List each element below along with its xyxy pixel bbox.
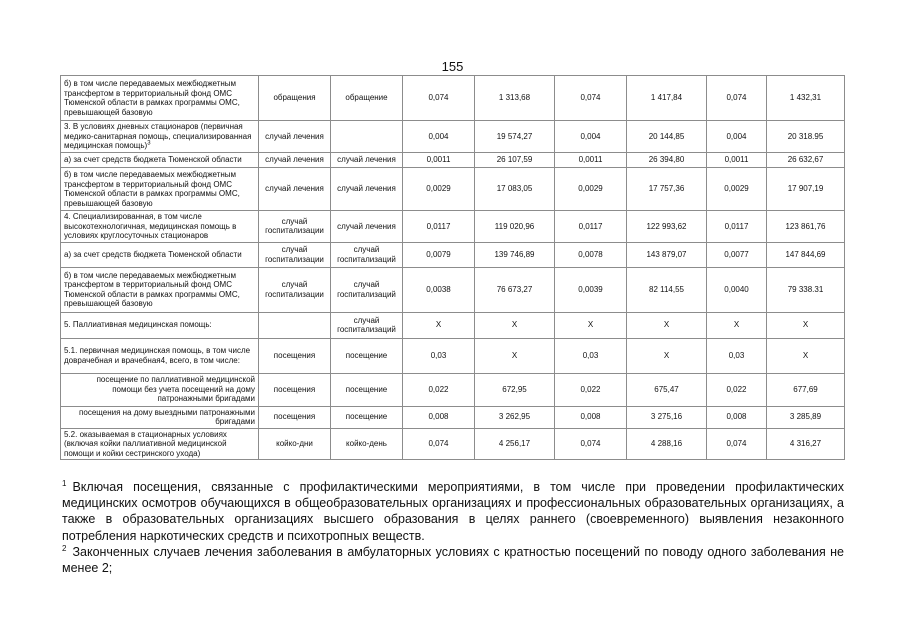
value-cell: X — [475, 312, 555, 338]
value-cell: 0,0038 — [403, 267, 475, 312]
value-cell: 0,0029 — [555, 168, 627, 211]
value-cell: 0,0011 — [403, 153, 475, 168]
unit-cell: посещения — [259, 406, 331, 428]
unit-cell: случай госпитализации — [259, 242, 331, 267]
footnote-text: Включая посещения, связанные с профилактическими мероприятиями, в том числе при проведении профилактических медицинских осмотров обучающихся в общеобразовательных организациях и профессиональных образовательных организациях, а также в образовательных организациях высшего образования в целях раннего (своевременного) выявления незаконного потребления наркотических средств и психотропных веществ. — [62, 480, 844, 543]
table-row — [61, 211, 845, 243]
value-cell: 0,0029 — [707, 168, 767, 211]
unit-cell — [331, 121, 403, 153]
value-cell: 0,004 — [555, 121, 627, 153]
value-cell: X — [627, 312, 707, 338]
value-cell: 0,074 — [555, 76, 627, 121]
value-cell: 0,022 — [403, 373, 475, 406]
unit-cell: случай лечения — [331, 153, 403, 168]
unit-cell: посещение — [331, 406, 403, 428]
value-cell: 4 316,27 — [767, 428, 845, 460]
value-cell: 0,0011 — [555, 153, 627, 168]
value-cell: 0,074 — [707, 76, 767, 121]
value-cell: 0,0011 — [707, 153, 767, 168]
value-cell: 0,008 — [555, 406, 627, 428]
value-cell: 0,074 — [403, 76, 475, 121]
value-cell: X — [555, 312, 627, 338]
unit-cell: случай лечения — [259, 121, 331, 153]
footnote-mark: 2 — [62, 543, 67, 553]
value-cell: X — [707, 312, 767, 338]
table-row — [61, 121, 845, 153]
description-cell: б) в том числе передаваемых межбюджетным трансфертом в территориальный фонд ОМС Тюменской области в рамках программы ОМС, превышающей базовую — [61, 267, 259, 312]
description-cell: а) за счет средств бюджета Тюменской области — [61, 153, 259, 168]
unit-cell: случай лечения — [259, 153, 331, 168]
value-cell: 0,03 — [403, 338, 475, 373]
value-cell: 82 114,55 — [627, 267, 707, 312]
value-cell: 1 313,68 — [475, 76, 555, 121]
value-cell: 20 318.95 — [767, 121, 845, 153]
unit-cell: случай госпитализаций — [331, 312, 403, 338]
value-cell: 0,0117 — [707, 211, 767, 243]
unit-cell: посещение — [331, 373, 403, 406]
footnote-mark: 1 — [62, 478, 67, 488]
value-cell: 0,074 — [707, 428, 767, 460]
value-cell: 0,022 — [707, 373, 767, 406]
value-cell: 26 632,67 — [767, 153, 845, 168]
value-cell: 0,074 — [555, 428, 627, 460]
value-cell: 0,004 — [403, 121, 475, 153]
value-cell: 26 107,59 — [475, 153, 555, 168]
value-cell: X — [403, 312, 475, 338]
footnote-2 — [62, 544, 844, 576]
value-cell: 17 757,36 — [627, 168, 707, 211]
value-cell: 0,0040 — [707, 267, 767, 312]
unit-cell: случай лечения — [331, 168, 403, 211]
value-cell: 0,03 — [555, 338, 627, 373]
value-cell: 119 020,96 — [475, 211, 555, 243]
value-cell: 17 083,05 — [475, 168, 555, 211]
value-cell: 79 338.31 — [767, 267, 845, 312]
unit-cell: посещение — [331, 338, 403, 373]
table-row — [61, 338, 845, 373]
unit-cell: посещения — [259, 338, 331, 373]
value-cell: 672,95 — [475, 373, 555, 406]
table-row — [61, 76, 845, 121]
value-cell: 123 861,76 — [767, 211, 845, 243]
table-row — [61, 406, 845, 428]
description-cell: 3. В условиях дневных стационаров (первичная медико-санитарная помощь, специализированная медицинская помощь)$^3$ — [61, 121, 259, 153]
value-cell: 0,0029 — [403, 168, 475, 211]
description-cell: б) в том числе передаваемых межбюджетным трансфертом в территориальный фонд ОМС Тюменской области в рамках программы ОМС, превышающей базовую — [61, 76, 259, 121]
page-number: 155 — [441, 59, 464, 74]
description-cell: 4. Специализированная, в том числе высокотехнологичная, медицинская помощь в условиях круглосуточных стационаров — [61, 211, 259, 243]
value-cell: 3 262,95 — [475, 406, 555, 428]
value-cell: 675,47 — [627, 373, 707, 406]
unit-cell: случай госпитализации — [259, 211, 331, 243]
value-cell: 122 993,62 — [627, 211, 707, 243]
value-cell: 3 275,16 — [627, 406, 707, 428]
unit-cell — [259, 312, 331, 338]
unit-cell: случай лечения — [331, 211, 403, 243]
value-cell: 4 256,17 — [475, 428, 555, 460]
value-cell: 26 394,80 — [627, 153, 707, 168]
value-cell: 139 746,89 — [475, 242, 555, 267]
value-cell: X — [767, 312, 845, 338]
value-cell: 3 285,89 — [767, 406, 845, 428]
unit-cell: случай госпитализаций — [331, 242, 403, 267]
value-cell: 0,022 — [555, 373, 627, 406]
description-cell: 5.2. оказываемая в стационарных условиях (включая койки паллиативной медицинской помощи и койки сестринского ухода) — [61, 428, 259, 460]
unit-cell: обращения — [259, 76, 331, 121]
table-row — [61, 153, 845, 168]
table-row — [61, 168, 845, 211]
value-cell: 17 907,19 — [767, 168, 845, 211]
description-cell: а) за счет средств бюджета Тюменской области — [61, 242, 259, 267]
value-cell: 677,69 — [767, 373, 845, 406]
value-cell: X — [627, 338, 707, 373]
value-cell: 0,0079 — [403, 242, 475, 267]
description-cell: б) в том числе передаваемых межбюджетным трансфертом в территориальный фонд ОМС Тюменской области в рамках программы ОМС, превышающей базовую — [61, 168, 259, 211]
description-cell: 5. Паллиативная медицинская помощь: — [61, 312, 259, 338]
value-cell: 147 844,69 — [767, 242, 845, 267]
value-cell: 0,0039 — [555, 267, 627, 312]
value-cell: 0,008 — [707, 406, 767, 428]
table-row — [61, 242, 845, 267]
value-cell: X — [767, 338, 845, 373]
unit-cell: случай госпитализации — [259, 267, 331, 312]
value-cell: X — [475, 338, 555, 373]
unit-cell: посещения — [259, 373, 331, 406]
value-cell: 1 417,84 — [627, 76, 707, 121]
data-table — [60, 75, 845, 460]
value-cell: 19 574,27 — [475, 121, 555, 153]
description-cell: 5.1. первичная медицинская помощь, в том числе доврачебная и врачебная4, всего, в том числе: — [61, 338, 259, 373]
description-cell: посещения на дому выездными патронажными бригадами — [61, 406, 259, 428]
value-cell: 0,008 — [403, 406, 475, 428]
value-cell: 4 288,16 — [627, 428, 707, 460]
unit-cell: койко-дни — [259, 428, 331, 460]
table-row — [61, 312, 845, 338]
value-cell: 76 673,27 — [475, 267, 555, 312]
value-cell: 0,0117 — [555, 211, 627, 243]
value-cell: 0,0077 — [707, 242, 767, 267]
value-cell: 0,074 — [403, 428, 475, 460]
value-cell: 20 144,85 — [627, 121, 707, 153]
unit-cell: обращение — [331, 76, 403, 121]
footnotes — [62, 479, 844, 576]
value-cell: 1 432,31 — [767, 76, 845, 121]
table-row — [61, 428, 845, 460]
value-cell: 0,004 — [707, 121, 767, 153]
unit-cell: случай госпитализаций — [331, 267, 403, 312]
value-cell: 143 879,07 — [627, 242, 707, 267]
value-cell: 0,0078 — [555, 242, 627, 267]
table-row — [61, 267, 845, 312]
footnote-text: Законченных случаев лечения заболевания в амбулаторных условиях с кратностью посещений по поводу одного заболевания не менее 2; — [62, 544, 844, 576]
table-row — [61, 373, 845, 406]
description-cell: посещение по паллиативной медицинской помощи без учета посещений на дому патронажными бригадами — [61, 373, 259, 406]
footnote-1 — [62, 479, 844, 544]
unit-cell: случай лечения — [259, 168, 331, 211]
value-cell: 0,03 — [707, 338, 767, 373]
unit-cell: койко-день — [331, 428, 403, 460]
value-cell: 0,0117 — [403, 211, 475, 243]
